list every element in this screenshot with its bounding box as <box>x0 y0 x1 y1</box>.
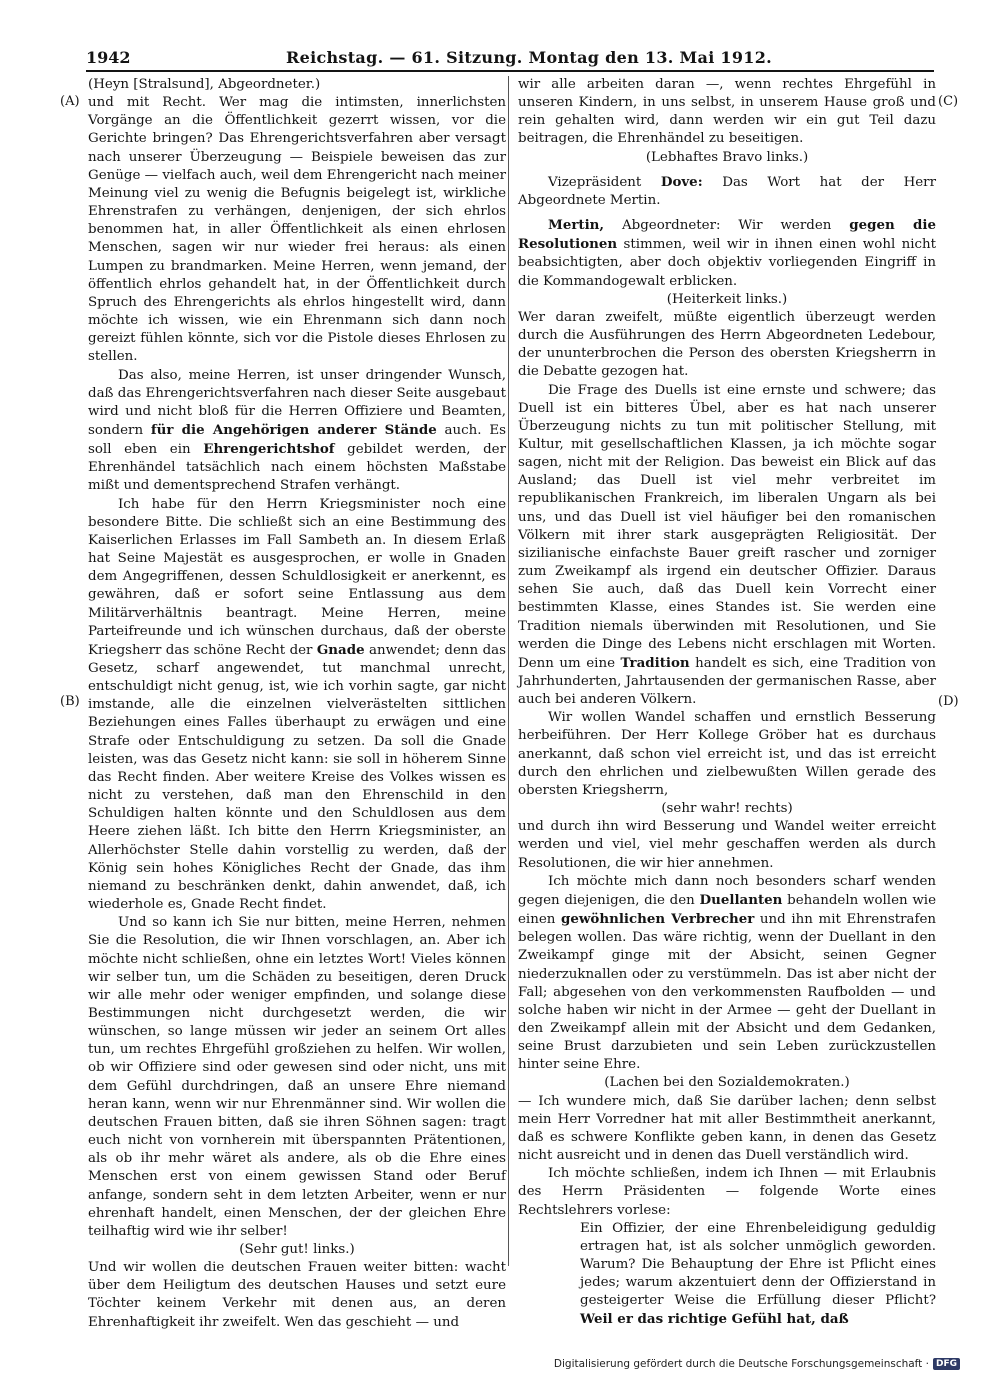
speaker-name: Dove: <box>660 173 703 190</box>
interjection: (Sehr gut! links.) <box>239 1242 355 1257</box>
paragraph: Wer daran zweifelt, müßte eigentlich überzeugt werden durch die Ausführungen des Herrn Abgeordneten Ledebour, der ununterbrochen die Person des obersten Kriegsherrn in die Debatte gezogen hat. <box>518 309 936 380</box>
emphasis: Ehrengerichtshof <box>203 441 335 458</box>
emphasis: Weil er das richtige Gefühl hat, daß <box>580 1311 849 1328</box>
running-title: Reichstag. — 61. Sitzung. Montag den 13. Mai 1912. <box>286 48 773 67</box>
paragraph: Und so kann ich Sie nur bitten, meine Herren, nehmen Sie die Resolution, die wir Ihnen vorschlagen, an. Aber ich möchte nicht schließen, ohne ein letztes Wort! Vieles können wir selber tun, um die Schäden zu beseitigen, deren Druck wir alle mehr oder weniger empfinden, und solange diese Bestimmungen nicht durchgesetzt werden, die wir wünschen, so lange müssen wir jeder an seinem Ort alles tun, um rechtes Ehrgefühl großziehen zu helfen. Wir wollen, ob wir Offiziere sind oder gewesen sind oder nicht, uns mit dem Gefühl durchdringen, daß an unsere Ehre niemand heran kann, wenn wir nur Ehrenmänner sind. Wir wollen die deutschen Frauen bitten, daß sie ihren Söhnen sagen: tragt euch nicht von vornherein mit überspannten Prätentionen, als ob ihr mehr wäret als andere, als ob die Ehre eines Menschen erst von einem gewissen Stand oder Beruf anfange, sondern seht in dem letzten Arbeiter, wenn er nur ehrenhaft handelt, einen Menschen, der der gleichen Ehre teilhaftig wird wie ihr selber! <box>88 915 506 1239</box>
paragraph: Die Frage des Duells ist eine ernste und schwere; das Duell ist ein bitteres Übel, aber es hat nach unserer Überzeugung nichts zu tun mit politischer Stellung, mit Kultur, mit gesellschaftlichen Klassen, ja ich möchte sogar sagen, nicht mit der Religion. Das beweist ein Blick auf das Ausland; das Duell ist viel mehr verbreitet im republikanischen Frankreich, im liberalen Ungarn als bei uns, und das Duell ist viel häufiger bei den romanischen Völkern mit ihrer stark ausgeprägten Religiosität. Der sizilianische einfachste Bauer greift rascher und zorniger zum Zweikampf als irgend ein deutscher Offizier. Daraus sehen Sie auch, daß das Duell kein Vorrecht einer bestimmten Klasse, eines Standes ist. Sie werden eine Tradition niemals überwinden mit Resolutionen, und Sie werden die Dinge des Lebens nicht erschlagen mit Worten. Denn um eine Tradition handelt es sich, eine Tradition von Jahrhunderten, Jahrtausenden der germanischen Rasse, aber auch bei anderen Völkern. <box>518 382 936 708</box>
margin-marker-a: (A) <box>60 94 80 109</box>
quote-text: Ein Offizier, der eine Ehrenbeleidigung geduldig ertragen hat, ist als solcher unmöglich geworden. Warum? Die Behauptung der Ehre ist Pflicht eines jedes; warum akzentuiert denn der Offizierstand in gesteigerter Weise die Erfüllung dieser Pflicht? Weil er das richtige Gefühl hat, daß <box>580 1220 936 1328</box>
emphasis: gewöhnlichen Verbrecher <box>561 911 755 928</box>
paragraph: — Ich wundere mich, daß Sie darüber lachen; denn selbst mein Herr Vorredner hat mit aller Bestimmtheit anerkannt, daß es schwere Konflikte geben kann, in denen das Gesetz nicht ausreicht und in denen das Duell verständlich wird. <box>518 1093 936 1164</box>
speaker-paragraph: Vizepräsident Dove: Das Wort hat der Herr Abgeordnete Mertin. <box>518 173 936 208</box>
paragraph: Ich möchte mich dann noch besonders scharf wenden gegen diejenigen, die den Duellanten behandeln wollen wie einen gewöhnlichen Verbrecher und ihn mit Ehrenstrafen belegen wollen. Das wäre richtig, wenn der Duellant in den Zweikampf ginge mit der Absicht, seinen Gegner niederzuknallen oder zu verstümmeln. Das ist aber nicht der Fall; abgesehen von den verkommensten Raufbolden — und solche haben wir nicht in der Armee — geht der Duellant in den Zweikampf allein mit der Absicht und dem Gedanken, seine Brust darzubieten und sein Leben zurückzustellen hinter seine Ehre. <box>518 873 937 1073</box>
paragraph: Ich möchte schließen, indem ich Ihnen — mit Erlaubnis des Herrn Präsidenten — folgende Worte eines Rechtslehrers vorlese: <box>518 1166 936 1218</box>
dfg-logo-icon: DFG <box>933 1358 960 1370</box>
speaker-paragraph: Mertin, Abgeordneter: Wir werden gegen die Resolutionen stimmen, weil wir in ihnen einen wohl nicht beabsichtigten, aber doch objektiv vorliegenden Eingriff in die Kommandogewalt erblicken. <box>518 217 937 289</box>
header-rule <box>86 70 934 72</box>
emphasis: Tradition <box>620 654 690 671</box>
emphasis: Gnade <box>316 641 365 658</box>
paragraph: Und wir wollen die deutschen Frauen weiter bitten: wacht über dem Heiligtum des deutschen Hauses und setzt eure Töchter keinem Verkehr mit denen aus, an deren Ehrenhaftigkeit ihr zweifelt. Wen das geschieht — und <box>88 1260 506 1330</box>
interjection: (Lebhaftes Bravo links.) <box>645 149 809 165</box>
paragraph: Das also, meine Herren, ist unser dringender Wunsch, daß das Ehrengerichtsverfahren nach dieser Seite ausgebaut wird und nicht bloß für die Herren Offiziere und Beamten, sondern für die Angehörigen anderer Stände auch. Es soll eben ein Ehrengerichtshof gebildet werden, der Ehrenhändel tatsächlich nach einem höchsten Maßstabe mißt und dementsprechend Strafen verhängt. <box>88 367 506 494</box>
footer-text: Digitalisierung gefördert durch die Deutsche Forschungsgemeinschaft · <box>553 1358 929 1370</box>
margin-marker-c: (C) <box>938 94 959 109</box>
speaker-label: (Heyn [Stralsund], Abgeordneter.) <box>88 77 321 92</box>
page-number: 1942 <box>86 48 131 67</box>
margin-marker-d: (D) <box>938 694 959 709</box>
emphasis: Duellanten <box>699 891 783 908</box>
column-divider <box>508 76 509 1266</box>
interjection: (Heiterkeit links.) <box>666 291 788 307</box>
interjection: (Lachen bei den Sozialdemokraten.) <box>604 1075 850 1091</box>
interjection: (sehr wahr! rechts) <box>661 801 793 817</box>
block-quote <box>518 1220 936 1330</box>
paragraph: Wir wollen Wandel schaffen und ernstlich Besserung herbeiführen. Der Herr Kollege Gröber hat es durchaus anerkannt, daß schon viel erreicht ist, und das ist erreicht durch den ehrlichen und zielbewußten Willen gerade des obersten Kriegsherrn, <box>518 710 936 798</box>
page-header <box>86 44 916 70</box>
emphasis: für die Angehörigen anderer Stände <box>150 421 437 438</box>
paragraph: und durch ihn wird Besserung und Wandel weiter erreicht werden und viel, viel mehr geschaffen werden als durch Resolutionen, die wir hier annehmen. <box>518 819 936 871</box>
speaker-name: Mertin, <box>548 217 605 234</box>
paragraph: Ich habe für den Herrn Kriegsminister noch eine besondere Bitte. Die schließt sich an eine Bestimmung des Kaiserlichen Erlasses im Fall Sambeth an. In diesem Erlaß hat Seine Majestät es ausgesprochen, er wolle in Gnaden dem Angegriffenen, dessen Schuldlosigkeit er anerkennt, es gewähren, daß er sofort seine Entlassung aus dem Militärverhältnis beantragt. Meine Herren, meine Parteifreunde und ich wünschen durchaus, daß der oberste Kriegsherr das schöne Recht der Gnade anwendet; denn das Gesetz, scharf angewendet, tut manchmal unrecht, entschuldigt nicht genug, ist, wie ich vorhin sagte, gar nicht imstande, alle die einzelnen vielverästelten sittlichen Beziehungen eines Falles überhaupt zu erwägen und eine Strafe oder Entschuldigung zu setzen. Da soll die Gnade leisten, was das Gesetz nicht kann: sie soll in höherem Sinne das Recht finden. Aber weitere Kreise des Volkes wissen es nicht zu verstehen, daß man den Ehrenschild in den Schuldigen halten könnte und den Schuldlosen aus dem Heere ziehen läßt. Ich bitte den Herrn Kriegsminister, an Allerhöchster Stelle dahin vorstellig zu werden, daß der König sein hohes Königliches Recht der Gnade, das ihm niemand zu beschränken denkt, dahin anwendet, daß, ich wiederhole es, Gnade Recht findet. <box>88 496 506 913</box>
paragraph: und mit Recht. Wer mag die intimsten, innerlichsten Vorgänge an die Öffentlichkeit gezerrt wissen, vor die Gerichte bringen? Das Ehrengerichtsverfahren aber versagt nach unserer Überzeugung — Beispiele beweisen das zur Genüge — vielfach auch, weil dem Ehrengericht nach meiner Meinung viel zu wenig die Befugnis beigelegt ist, wirkliche Ehrenstrafen zu verhängen, denjenigen, der sich ehrlos benommen hat, in aller Öffentlichkeit als einen ehrlosen Menschen, sagen wir nur wieder frei heraus: als einen Lumpen zu brandmarken. Meine Herren, wenn jemand, der öffentlich ehrlos gehandelt hat, in der Öffentlichkeit durch Spruch des Ehrengerichts als ehrlos hingestellt wird, dann möchte ich wissen, wie ein Ehrenmann sich dann noch gereizt fühlen könnte, sich vor die Pistole dieses Ehrlosen zu stellen. <box>88 95 506 365</box>
emphasis: gegen die Resolutionen <box>518 217 937 253</box>
digitization-footer <box>554 1358 960 1370</box>
left-column <box>88 76 506 1332</box>
paragraph: wir alle arbeiten daran —, wenn rechtes Ehrgefühl in unseren Kindern, in uns selbst, in unserem Hause groß und rein gehalten wird, dann werden wir ein gut Teil dazu beitragen, die Ehrenhändel zu beseitigen. <box>518 77 936 147</box>
right-column <box>518 76 936 1330</box>
margin-marker-b: (B) <box>60 694 80 709</box>
